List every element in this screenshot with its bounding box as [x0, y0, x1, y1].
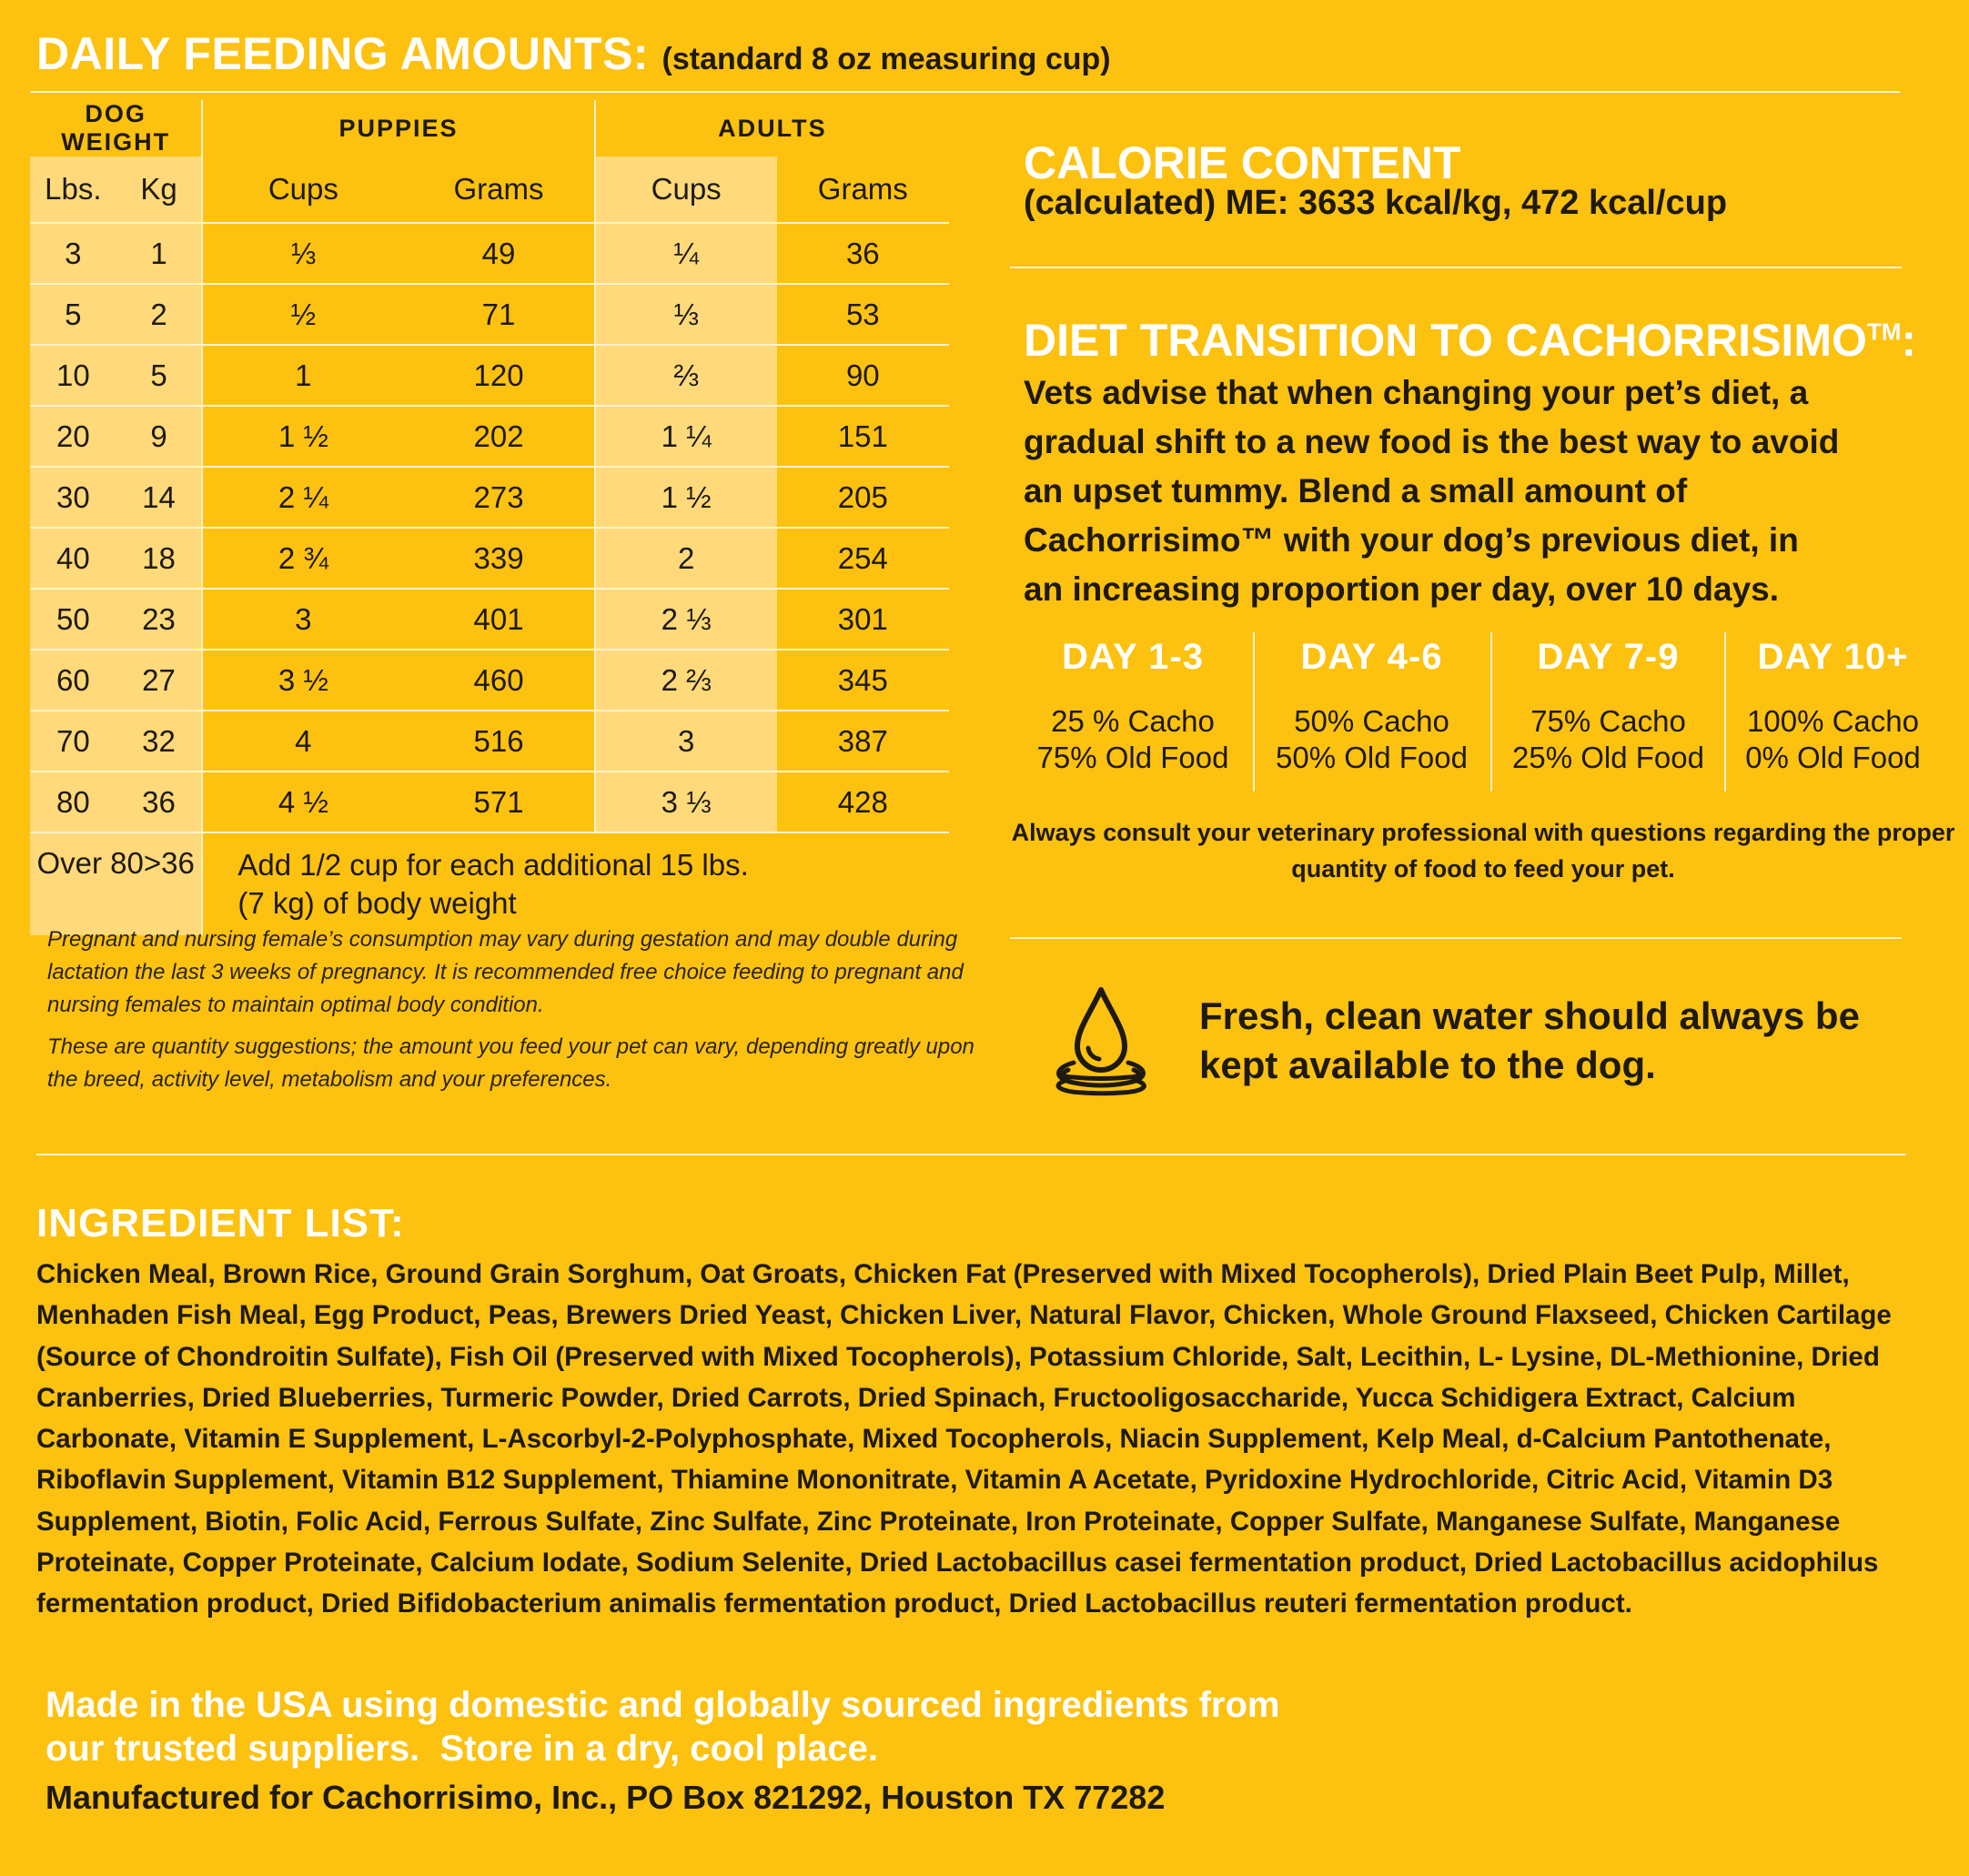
lbs-header: Lbs. — [30, 156, 116, 223]
lbs-cell: 60 — [30, 650, 116, 711]
made-line2: our trusted suppliers. Store in a dry, cool place. — [45, 1729, 879, 1769]
table-row — [30, 223, 949, 284]
puppy-cups-header: Cups — [202, 156, 403, 223]
over-weight-instruction — [202, 832, 949, 935]
adult-grams-cell: 151 — [777, 406, 949, 467]
day-column — [1492, 628, 1724, 792]
diet-title — [1024, 314, 1916, 367]
puppy-cups-cell: 3 ½ — [202, 650, 403, 711]
adult-grams-cell: 387 — [777, 711, 949, 772]
calorie-text: (calculated) ME: 3633 kcal/kg, 472 kcal/cup — [1024, 184, 1728, 222]
kg-cell: 32 — [116, 711, 203, 772]
kg-cell: 14 — [116, 467, 203, 528]
adult-grams-cell: 53 — [777, 284, 949, 345]
puppy-cups-cell: ⅓ — [202, 223, 403, 284]
puppy-cups-cell: ½ — [202, 284, 403, 345]
table-row — [30, 406, 949, 467]
kg-cell: 18 — [116, 528, 203, 589]
adult-grams-cell: 205 — [777, 467, 949, 528]
ingredient-text: Chicken Meal, Brown Rice, Ground Grain Sorghum, Oat Groats, Chicken Fat (Preserved with Mixed Tocopherols), Dried Plain Beet Pulp, Millet, Menhaden Fish Meal, Egg Product, Peas, Brewers Dried Yeast, Chicken Liver, Natural Flavor, Chicken, Whole Ground Flaxseed, Chicken Cartilage (Source of Chondroitin Sulfate), Fish Oil (Preserved with Mixed Tocopherols), Potassium Chloride, Salt, Lecithin, L- Lysine, DL-Methionine, Dried Cranberries, Dried Blueberries, Turmeric Powder, Dried Carrots, Dried Spinach, Fructooligosaccharide, Yucca Schidigera Extract, Calcium Carbonate, Vitamin E Supplement, L-Ascorbyl-2-Polyphosphate, Mixed Tocopherols, Niacin Supplement, Kelp Meal, d-Calcium Pantothenate, Riboflavin Supplement, Vitamin B12 Supplement, Thiamine Mononitrate, Vitamin A Acetate, Pyridoxine Hydrochloride, Citric Acid, Vitamin D3 Supplement, Biotin, Folic Acid, Ferrous Sulfate, Zinc Sulfate, Zinc Proteinate, Iron Proteinate, Copper Sulfate, Manganese Sulfate, Manganese Proteinate, Copper Proteinate, Calcium Iodate, Sodium Selenite, Dried Lactobacillus casei fermentation product, Dried Lactobacillus acidophilus fermentation product, Dried Bifidobacterium animalis fermentation product, Dried Lactobacillus reuteri fermentation product. — [36, 1259, 1892, 1619]
dog-weight-header: DOG WEIGHT — [30, 100, 202, 156]
table-row — [30, 711, 949, 772]
day-old-food: 75% Old Food — [1036, 741, 1229, 774]
puppy-grams-cell: 516 — [403, 711, 594, 772]
lbs-cell: 10 — [30, 345, 116, 406]
adult-cups-cell: 2 ⅔ — [595, 650, 777, 711]
table-row — [30, 772, 949, 832]
kg-cell: 23 — [116, 589, 203, 650]
page-title — [36, 27, 1111, 80]
day-column — [1256, 628, 1488, 792]
table-row — [30, 284, 949, 345]
over-weight-line1: Add 1/2 cup for each additional 15 lbs. — [237, 848, 749, 882]
puppy-cups-cell: 2 ¾ — [202, 528, 403, 589]
lbs-cell: 3 — [30, 223, 116, 284]
feeding-title: DAILY FEEDING AMOUNTS: — [36, 28, 650, 79]
made-line1: Made in the USA using domestic and globally sourced ingredients from — [45, 1685, 1280, 1725]
ingredient-title: INGREDIENT LIST: — [36, 1201, 405, 1246]
table-row — [30, 467, 949, 528]
adult-grams-cell: 254 — [777, 528, 949, 589]
kg-cell: 27 — [116, 650, 203, 711]
kg-cell: 9 — [116, 406, 203, 467]
day-old-food: 50% Old Food — [1276, 741, 1468, 774]
puppy-cups-cell: 1 — [202, 345, 403, 406]
table-row — [30, 589, 949, 650]
trademark-mark: TM — [1866, 318, 1902, 346]
adult-cups-cell: 1 ½ — [595, 467, 777, 528]
water-line1: Fresh, clean water should always be — [1199, 994, 1860, 1037]
adult-grams-cell: 345 — [777, 650, 949, 711]
divider — [1010, 937, 1902, 939]
adult-grams-header: Grams — [777, 156, 949, 223]
units-header-row — [30, 156, 949, 223]
puppy-cups-cell: 1 ½ — [202, 406, 403, 467]
puppy-cups-cell: 3 — [202, 589, 403, 650]
diet-paragraph: Vets advise that when changing your pet’s diet, a gradual shift to a new food is the best way to avoid an upset tummy. Blend a small amount of Cachorrisimo™ with your dog’s previous diet, in an increasing proportion per day, over 10 days. — [1024, 374, 1840, 608]
lbs-cell: 5 — [30, 284, 116, 345]
feeding-table — [30, 100, 949, 935]
kg-header: Kg — [116, 156, 203, 223]
puppy-grams-cell: 571 — [403, 772, 594, 832]
day-cacho: 25 % Cacho — [1051, 704, 1215, 738]
day-old-food: 0% Old Food — [1745, 741, 1921, 774]
lbs-cell: 50 — [30, 589, 116, 650]
kg-cell: 2 — [116, 284, 203, 345]
day-cacho: 75% Cacho — [1530, 704, 1686, 738]
adult-grams-cell: 301 — [777, 589, 949, 650]
table-row — [30, 345, 949, 406]
adult-cups-cell: ¼ — [595, 223, 777, 284]
adult-cups-cell: ⅔ — [595, 345, 777, 406]
lbs-cell: 80 — [30, 772, 116, 832]
puppy-grams-cell: 71 — [403, 284, 594, 345]
adult-cups-cell: ⅓ — [595, 284, 777, 345]
group-header-row — [30, 100, 949, 156]
adult-cups-cell: 3 — [595, 711, 777, 772]
adult-cups-cell: 3 ⅓ — [595, 772, 777, 832]
day-old-food: 25% Old Food — [1512, 741, 1704, 774]
manufacturer-address: Manufactured for Cachorrisimo, Inc., PO Box 821292, Houston TX 77282 — [45, 1779, 1166, 1816]
day-cacho: 100% Cacho — [1747, 704, 1919, 738]
diet-title-text: DIET TRANSITION TO CACHORRISIMO — [1024, 315, 1867, 366]
puppy-grams-header: Grams — [403, 156, 594, 223]
adult-grams-cell: 90 — [777, 345, 949, 406]
puppy-cups-cell: 4 — [202, 711, 403, 772]
calorie-title: CALORIE CONTENT — [1024, 137, 1461, 188]
day-column — [1726, 628, 1940, 792]
table-row — [30, 528, 949, 589]
over-weight-row — [30, 832, 949, 935]
adult-cups-cell: 2 ⅓ — [595, 589, 777, 650]
adult-grams-cell: 36 — [777, 223, 949, 284]
puppy-grams-cell: 401 — [403, 589, 594, 650]
feeding-subtitle: (standard 8 oz measuring cup) — [661, 42, 1111, 76]
adult-grams-cell: 428 — [777, 772, 949, 832]
puppies-header: PUPPIES — [202, 100, 594, 156]
puppy-grams-cell: 120 — [403, 345, 594, 406]
diet-title-colon: : — [1901, 315, 1917, 366]
day-label: DAY 1-3 — [1062, 637, 1204, 677]
adult-cups-cell: 2 — [595, 528, 777, 589]
puppy-grams-cell: 202 — [403, 406, 594, 467]
lbs-cell: 40 — [30, 528, 116, 589]
adults-header: ADULTS — [718, 114, 827, 142]
divider — [30, 91, 1900, 93]
day-divider — [1253, 632, 1255, 792]
water-line2: kept available to the dog. — [1199, 1044, 1656, 1086]
kg-cell: 5 — [116, 345, 203, 406]
adult-cups-header: Cups — [595, 156, 777, 223]
divider — [1010, 267, 1902, 268]
quantity-note: These are quantity suggestions; the amount you feed your pet can vary, depending greatly upon the breed, activity level, metabolism and your preferences. — [47, 1034, 974, 1092]
day-label: DAY 7-9 — [1537, 637, 1680, 677]
divider — [36, 1154, 1906, 1155]
lbs-cell: 30 — [30, 467, 116, 528]
kg-cell: 36 — [116, 772, 203, 832]
puppy-cups-cell: 2 ¼ — [202, 467, 403, 528]
day-label: DAY 4-6 — [1300, 637, 1443, 677]
puppy-grams-cell: 460 — [403, 650, 594, 711]
consult-note: Always consult your veterinary professional with questions regarding the proper quantity of food to feed your pet. — [1011, 819, 1955, 883]
lbs-cell: 70 — [30, 711, 116, 772]
pregnancy-note: Pregnant and nursing female’s consumption may vary during gestation and may double during lactation the last 3 weeks of pregnancy. It is recommended free choice feeding to pregnant and nursing females to maintain optimal body condition. — [47, 927, 964, 1017]
day-column — [1015, 628, 1251, 792]
table-row — [30, 650, 949, 711]
day-label: DAY 10+ — [1757, 637, 1909, 677]
kg-cell: 1 — [116, 223, 203, 284]
day-cacho: 50% Cacho — [1294, 704, 1449, 738]
puppy-grams-cell: 49 — [403, 223, 594, 284]
water-note — [1199, 992, 1860, 1090]
puppy-grams-cell: 339 — [403, 528, 594, 589]
made-in-usa-note — [45, 1683, 1410, 1770]
over-weight-line2: (7 kg) of body weight — [237, 886, 517, 920]
lbs-cell: 20 — [30, 406, 116, 467]
puppy-grams-cell: 273 — [403, 467, 594, 528]
water-drop-icon — [1046, 983, 1156, 1101]
over-weight-label: Over 80>36 — [30, 832, 202, 935]
adult-cups-cell: 1 ¼ — [595, 406, 777, 467]
puppy-cups-cell: 4 ½ — [202, 772, 403, 832]
